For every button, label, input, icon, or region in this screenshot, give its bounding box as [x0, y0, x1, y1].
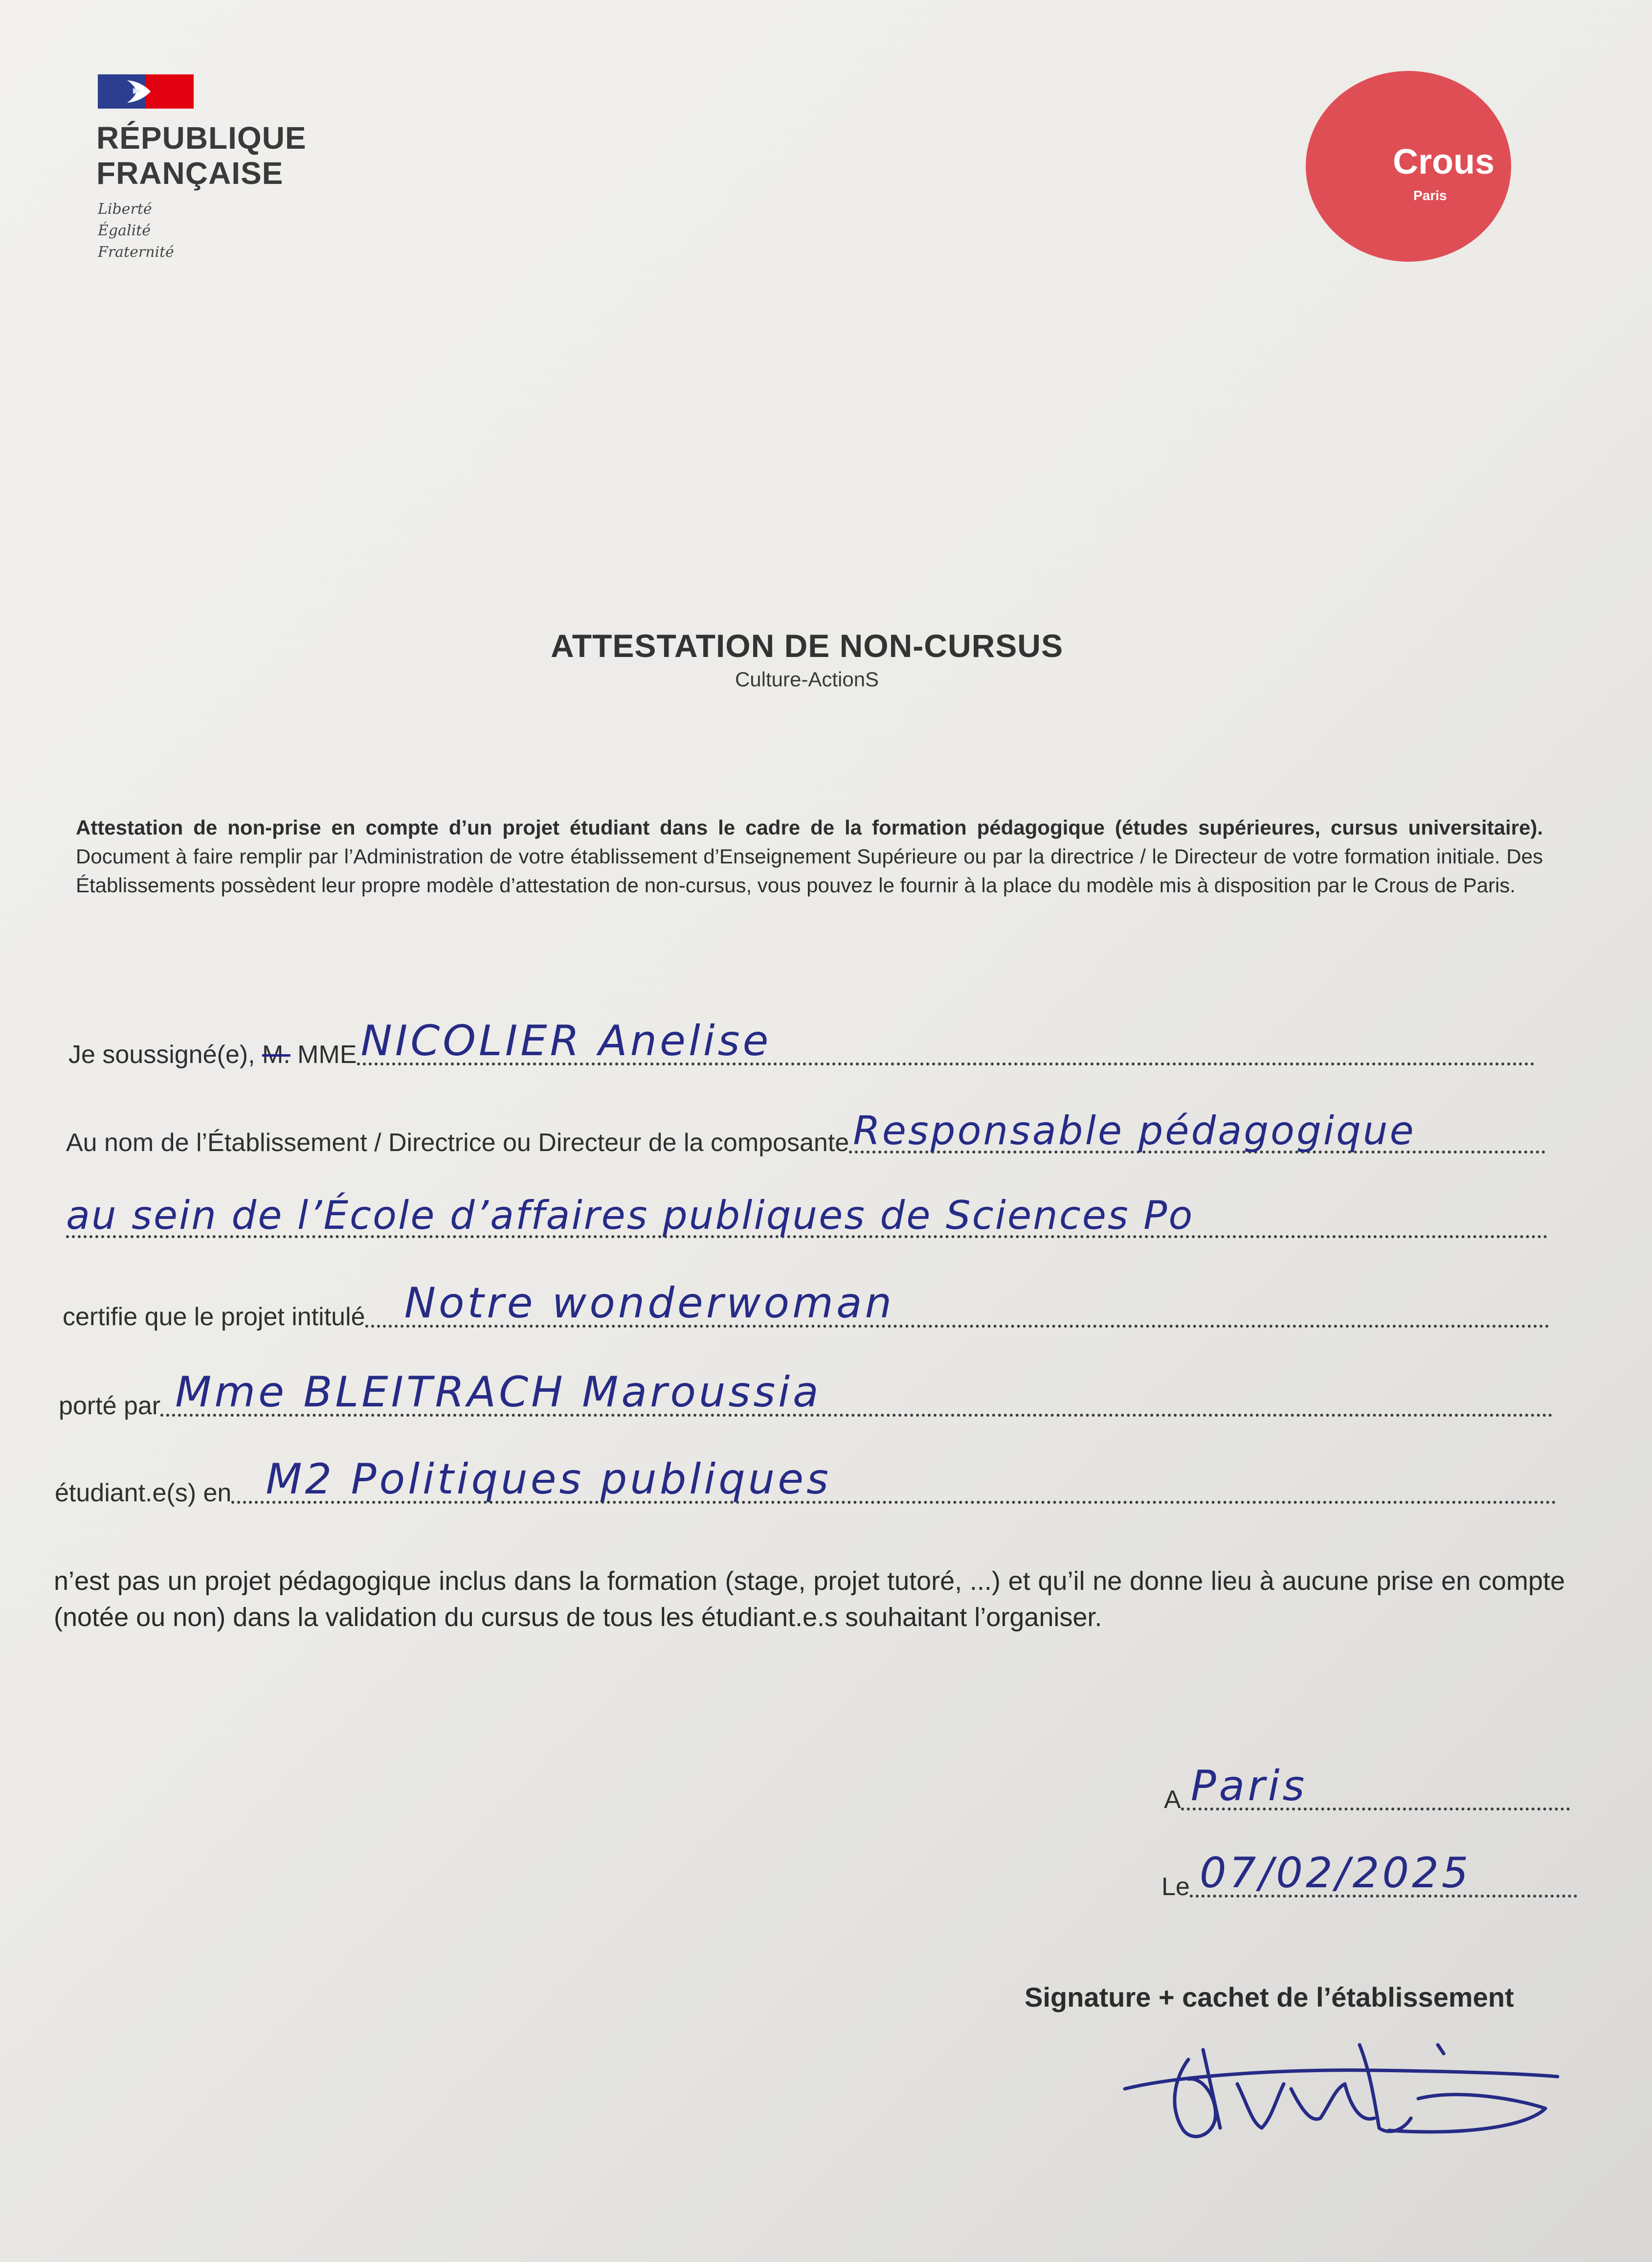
date-label: Le	[1161, 1873, 1190, 1901]
students-label: étudiant.e(s) en	[55, 1479, 232, 1507]
organisation-handwritten-value-line1: Responsable pédagogique	[853, 1108, 1416, 1154]
name-label	[68, 1040, 357, 1072]
name-label-suffix: MME	[290, 1041, 357, 1069]
organisation-handwritten-value-line2: au sein de l’École d’affaires publiques de Sciences Po	[66, 1193, 1194, 1238]
handwritten-signature	[1115, 2030, 1570, 2157]
organisation-label: Au nom de l’Établissement / Directrice ou Directeur de la composante	[66, 1129, 849, 1157]
form-row-date	[1161, 1851, 1577, 1904]
signature-label: Signature + cachet de l’établissement	[1025, 1982, 1514, 2013]
students-field[interactable]	[231, 1447, 1556, 1504]
document-title: ATTESTATION DE NON-CURSUS	[551, 628, 1063, 664]
form-row-students	[55, 1457, 1556, 1511]
date-field[interactable]	[1190, 1841, 1577, 1898]
form-row-name	[68, 1018, 1535, 1072]
name-field[interactable]	[357, 1009, 1535, 1065]
name-handwritten-value: NICOLIER Anelise	[360, 1017, 772, 1065]
document-subtitle: Culture-ActionS	[735, 668, 879, 691]
place-field[interactable]	[1181, 1754, 1570, 1810]
place-label: A	[1164, 1786, 1181, 1814]
republique-title-line1: RÉPUBLIQUE	[96, 120, 307, 156]
form-row-organisation-continued	[66, 1191, 1548, 1245]
intro-body-text: Document à faire remplir par l’Administration de votre établissement d’Enseignement Supérieure ou par la directrice / le Directeur de votre formation initiale. Des Établissements possèdent leur propre modèle d’attestation de non-cursus, vous pouvez le fournir à la place du modèle mis à disposition par le Crous de Paris.	[76, 845, 1543, 897]
form-row-carried-by	[59, 1370, 1553, 1424]
form-row-organisation	[66, 1107, 1545, 1160]
intro-bold-text: Attestation de non-prise en compte d’un projet étudiant dans le cadre de la formation pédagogique (études supérieures, cursus universitaire).	[76, 816, 1543, 839]
crous-logo-name: Crous	[1393, 142, 1495, 181]
republique-francaise-flag-logo	[98, 74, 194, 109]
motto-liberte: Liberté	[98, 201, 152, 218]
students-handwritten-value: M2 Politiques publiques	[266, 1455, 831, 1504]
intro-paragraph	[76, 813, 1543, 900]
crous-logo-city: Paris	[1413, 188, 1447, 203]
organisation-field-line2[interactable]	[66, 1181, 1548, 1238]
name-label-struck-title: M.	[262, 1041, 290, 1069]
project-label: certifie que le projet intitulé	[63, 1303, 365, 1331]
carried-by-handwritten-value: Mme BLEITRACH Maroussia	[175, 1368, 822, 1417]
republique-title-line2: FRANÇAISE	[96, 156, 284, 191]
project-handwritten-value: Notre wonderwoman	[404, 1279, 895, 1328]
name-label-prefix: Je soussigné(e),	[68, 1041, 262, 1069]
carried-by-field[interactable]	[160, 1360, 1553, 1417]
closing-paragraph: n’est pas un projet pédagogique inclus dans la formation (stage, projet tutoré, ...) et qu’il ne donne lieu à aucune prise en compte (notée ou non) dans la validation du cursus de tous les étudiant.e.s souhaitant l’organiser.	[54, 1566, 1565, 1632]
date-handwritten-value: 07/02/2025	[1199, 1849, 1472, 1898]
motto-egalite: Égalité	[98, 222, 151, 239]
form-row-project	[63, 1281, 1549, 1335]
project-field[interactable]	[365, 1271, 1549, 1328]
place-handwritten-value: Paris	[1190, 1762, 1308, 1810]
carried-by-label: porté par	[59, 1392, 161, 1420]
motto-fraternite: Fraternité	[98, 244, 174, 261]
organisation-field[interactable]	[849, 1097, 1545, 1154]
form-row-place	[1164, 1764, 1570, 1817]
